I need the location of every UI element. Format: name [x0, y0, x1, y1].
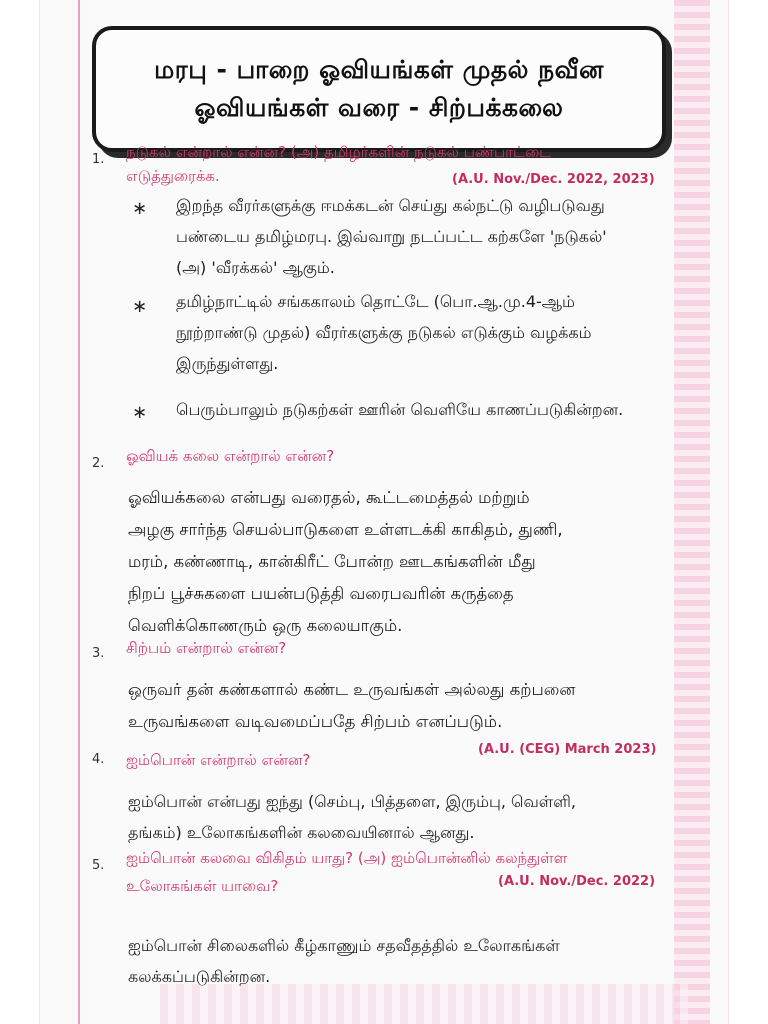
decorative-border — [674, 0, 710, 1024]
question-number: 4. — [92, 752, 105, 767]
chapter-title-box — [92, 26, 666, 152]
question-number: 5. — [92, 858, 105, 873]
question-2-answer: ஓவியக்கலை என்பது வரைதல், கூட்டமைத்தல் மற்றும் அழகு சார்ந்த செயல்பாடுகளை உள்ளடக்கி காகிதம், துணி, மரம், கண்ணாடி, கான்கிரீட் போன்ற ஊடகங்களின் மீது நிறப் பூச்சுகளை பயன்படுத்தி வரைபவரின் கருத்தை வெளிக்கொணரும் ஒரு கலையாகும். — [128, 488, 563, 635]
bullet-marker: ∗ — [132, 198, 148, 219]
question-number: 1. — [92, 152, 105, 167]
bullet-marker: ∗ — [132, 296, 148, 317]
question-number: 3. — [92, 646, 105, 661]
question-1-bullet-3: பெரும்பாலும் நடுகற்கள் ஊரின் வெளியே காணப்படுகின்றன. — [176, 400, 624, 419]
question-1-bullet-1: இறந்த வீரர்களுக்கு ஈமக்கடன் செய்து கல்நட்டு வழிபடுவது பண்டைய தமிழ்மரபு. இவ்வாறு நடப்பட்ட கற்களே 'நடுகல்' (அ) 'வீரக்கல்' ஆகும். — [176, 196, 607, 277]
question-number: 2. — [92, 456, 105, 471]
margin-rule — [78, 0, 80, 1024]
question-1-bullet-2: தமிழ்நாட்டில் சங்ககாலம் தொட்டே (பொ.ஆ.மு.4-ஆம் நூற்றாண்டு முதல்) வீரர்களுக்கு நடுகல் எடுக்கும் வழக்கம் இருந்துள்ளது. — [176, 292, 592, 373]
question-5-text: ஐம்பொன் கலவை விகிதம் யாது? (அ) ஐம்பொன்னில் கலந்துள்ள உலோகங்கள் யாவை? — [126, 849, 568, 895]
question-1-text: நடுகல் என்றால் என்ன? (அ) தமிழர்களின் நடுகல் பண்பாட்டை எடுத்துரைக்க. — [126, 143, 552, 185]
question-5-answer: ஐம்பொன் சிலைகளில் கீழ்காணும் சதவீதத்தில் உலோகங்கள் கலக்கப்படுகின்றன. — [128, 936, 560, 986]
question-3-text: சிற்பம் என்றால் என்ன? — [126, 639, 287, 657]
bullet-marker: ∗ — [132, 402, 148, 423]
question-4-text: ஐம்பொன் என்றால் என்ன? — [126, 751, 311, 769]
question-2-text: ஓவியக் கலை என்றால் என்ன? — [126, 447, 335, 465]
question-4-source: (A.U. (CEG) March 2023) — [478, 742, 657, 757]
chapter-title-line-2: ஓவியங்கள் வரை - சிற்பக்கலை — [194, 93, 564, 122]
question-3-answer: ஒருவர் தன் கண்களால் கண்ட உருவங்கள் அல்லது கற்பனை உருவங்களை வடிவமைப்பதே சிற்பம் எனப்படும். — [128, 680, 576, 731]
question-1-source: (A.U. Nov./Dec. 2022, 2023) — [452, 172, 655, 187]
chapter-title-line-1: மரபு - பாறை ஓவியங்கள் முதல் நவீன — [154, 55, 604, 84]
question-4-answer: ஐம்பொன் என்பது ஐந்து (செம்பு, பித்தளை, இரும்பு, வெள்ளி, தங்கம்) உலோகங்களின் கலவையினால் ஆனது. — [128, 792, 576, 842]
question-5-source: (A.U. Nov./Dec. 2022) — [498, 874, 656, 889]
